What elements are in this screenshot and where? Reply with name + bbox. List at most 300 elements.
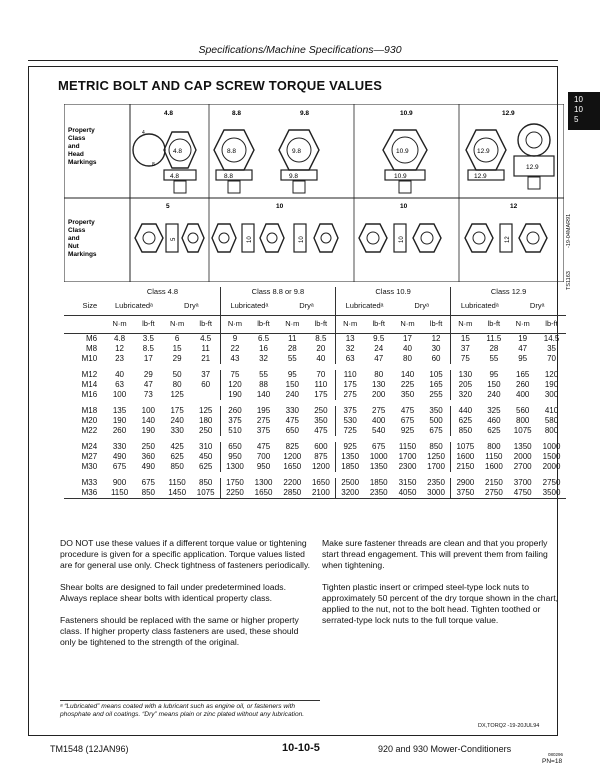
torque-value: 47 bbox=[143, 379, 153, 389]
condition-header: Lubricatedᵃ bbox=[220, 297, 278, 315]
size-cell: M33 bbox=[81, 477, 98, 487]
torque-value: 450 bbox=[192, 452, 221, 462]
size-cell: M14 bbox=[81, 379, 98, 389]
torque-value: 47 bbox=[374, 353, 384, 363]
torque-value: 250 bbox=[307, 406, 336, 416]
torque-value: 375 bbox=[228, 415, 242, 425]
nut-class-5-icon bbox=[135, 203, 204, 252]
torque-value: 300 bbox=[544, 389, 559, 399]
unit-header: N·m bbox=[336, 315, 365, 333]
torque-value: 225 bbox=[400, 379, 415, 389]
torque-value: 625 bbox=[487, 425, 501, 435]
svg-text:and: and bbox=[68, 143, 80, 150]
torque-value: 8.5 bbox=[142, 343, 154, 353]
unit-header-row bbox=[64, 315, 566, 333]
torque-value: 950 bbox=[228, 451, 242, 461]
torque-value: 175 bbox=[307, 390, 336, 400]
torque-value: 330 bbox=[170, 425, 184, 435]
notes-right bbox=[322, 538, 558, 637]
condition-header: Lubricatedᵃ bbox=[336, 297, 394, 315]
torque-value: 95 bbox=[518, 353, 528, 363]
torque-value: 4.8 bbox=[113, 333, 126, 343]
unit-header: lb-ft bbox=[364, 315, 393, 333]
torque-value: 2500 bbox=[341, 477, 360, 487]
unit-header: N·m bbox=[105, 315, 134, 333]
torque-value: 400 bbox=[372, 415, 386, 425]
condition-header: Dryᵃ bbox=[278, 297, 336, 315]
torque-value: 490 bbox=[112, 451, 127, 461]
torque-value: 6 bbox=[174, 333, 180, 343]
torque-value: 425 bbox=[170, 441, 184, 451]
torque-value: 120 bbox=[544, 369, 559, 379]
torque-value: 55 bbox=[287, 353, 297, 363]
bolt-class-4-8-icon bbox=[133, 110, 196, 193]
torque-value: 190 bbox=[112, 415, 127, 425]
header-rule bbox=[28, 60, 558, 61]
table-row bbox=[64, 370, 566, 380]
unit-header: lb-ft bbox=[192, 315, 221, 333]
torque-value: 190 bbox=[544, 379, 559, 389]
torque-value: 73 bbox=[143, 389, 153, 399]
torque-value: 20 bbox=[307, 344, 336, 354]
torque-value: 11 bbox=[192, 344, 221, 354]
svg-text:8: 8 bbox=[152, 162, 155, 168]
svg-text:4: 4 bbox=[142, 130, 145, 136]
nut-class-12-icon bbox=[465, 203, 547, 252]
torque-value: 375 bbox=[256, 425, 271, 435]
unit-header: lb-ft bbox=[480, 315, 509, 333]
torque-value: 110 bbox=[343, 369, 357, 379]
svg-text:Class: Class bbox=[68, 135, 86, 142]
table-row bbox=[64, 406, 566, 416]
torque-value: 180 bbox=[192, 416, 221, 426]
bolt-row-label bbox=[68, 127, 97, 166]
table-row bbox=[64, 333, 566, 344]
svg-text:10: 10 bbox=[299, 236, 305, 243]
torque-value: 1075 bbox=[513, 425, 532, 435]
torque-value: 825 bbox=[285, 441, 299, 451]
figure-ts-code: TS1163 bbox=[566, 271, 572, 290]
torque-value: 850 bbox=[192, 478, 221, 488]
torque-value: 2750 bbox=[542, 477, 561, 487]
torque-value: 55 bbox=[259, 369, 268, 379]
torque-value: 80 bbox=[403, 353, 412, 363]
torque-value: 150 bbox=[285, 379, 299, 389]
table-row bbox=[64, 462, 566, 472]
section-tab: 10 10 5 bbox=[568, 92, 600, 130]
svg-text:8.8: 8.8 bbox=[232, 110, 242, 117]
torque-value: 475 bbox=[285, 415, 299, 425]
class-header: Class 12.9 bbox=[490, 287, 527, 296]
table-row bbox=[64, 390, 566, 400]
torque-value: 325 bbox=[487, 405, 501, 415]
svg-text:Class: Class bbox=[68, 227, 86, 234]
torque-value: 275 bbox=[372, 405, 386, 415]
table-row bbox=[64, 442, 566, 452]
torque-value: 2150 bbox=[456, 461, 475, 471]
torque-value: 2900 bbox=[456, 477, 475, 487]
torque-value: 1150 bbox=[168, 477, 186, 487]
size-cell: M30 bbox=[81, 461, 98, 471]
unit-header: N·m bbox=[451, 315, 480, 333]
section-title: METRIC BOLT AND CAP SCREW TORQUE VALUES bbox=[58, 78, 383, 93]
torque-value: 650 bbox=[228, 441, 242, 451]
torque-value: 55 bbox=[489, 353, 499, 363]
torque-value: 1000 bbox=[369, 451, 388, 461]
svg-text:4.8: 4.8 bbox=[173, 148, 183, 155]
torque-value: 510 bbox=[228, 425, 242, 435]
svg-text:12.9: 12.9 bbox=[474, 173, 487, 180]
notes-left bbox=[60, 538, 310, 659]
torque-value: 850 bbox=[134, 488, 163, 499]
size-cell: M6 bbox=[86, 333, 98, 343]
class-header: Class 4.8 bbox=[105, 287, 220, 297]
torque-value: 490 bbox=[141, 461, 156, 471]
torque-value: 375 bbox=[343, 405, 357, 415]
torque-value: 3500 bbox=[537, 488, 566, 499]
bolt-class-9-8-icon bbox=[279, 110, 319, 193]
svg-text:9.8: 9.8 bbox=[289, 173, 299, 180]
note-paragraph: Tighten plastic insert or crimped steel-type lock nuts to approximately 50 percent of the dry torque shown in the chart, applied to the nut, not to the bolt head. Tighten toothed or serrated-type lock nuts to the full torque value. bbox=[322, 582, 558, 625]
torque-value bbox=[192, 390, 221, 400]
torque-value: 175 bbox=[343, 379, 357, 389]
torque-value: 2150 bbox=[485, 477, 503, 487]
torque-value: 120 bbox=[228, 379, 242, 389]
torque-value: 530 bbox=[343, 415, 357, 425]
torque-value: 6.5 bbox=[257, 333, 270, 343]
torque-value: 2200 bbox=[283, 477, 302, 487]
torque-value: 165 bbox=[516, 369, 530, 379]
torque-value: 800 bbox=[487, 441, 501, 451]
torque-value: 1075 bbox=[456, 441, 475, 451]
torque-value: 32 bbox=[345, 343, 355, 353]
torque-value: 135 bbox=[112, 405, 127, 415]
torque-value: 675 bbox=[400, 415, 415, 425]
torque-value: 13 bbox=[345, 333, 355, 343]
torque-value: 250 bbox=[192, 426, 221, 436]
condition-header: Dryᵃ bbox=[508, 297, 566, 315]
torque-value: 95 bbox=[287, 369, 297, 379]
note-paragraph: Shear bolts are designed to fail under predetermined loads. Always replace shear bolts with identical property class. bbox=[60, 582, 286, 603]
torque-value: 40 bbox=[403, 343, 412, 353]
unit-header: lb-ft bbox=[134, 315, 163, 333]
torque-value: 15 bbox=[172, 343, 182, 353]
torque-value: 2000 bbox=[542, 461, 561, 471]
torque-value: 240 bbox=[487, 389, 501, 399]
torque-value: 475 bbox=[307, 426, 336, 436]
torque-value: 2850 bbox=[278, 488, 307, 499]
unit-header: lb-ft bbox=[249, 315, 278, 333]
torque-value: 40 bbox=[115, 369, 124, 379]
svg-text:8.8: 8.8 bbox=[227, 148, 237, 155]
table-row bbox=[64, 416, 566, 426]
torque-value: 320 bbox=[458, 389, 473, 399]
torque-value: 2300 bbox=[398, 461, 417, 471]
torque-value: 650 bbox=[285, 425, 299, 435]
torque-value: 195 bbox=[256, 405, 271, 415]
size-cell: M12 bbox=[81, 369, 98, 379]
torque-value: 200 bbox=[372, 389, 386, 399]
torque-value: 240 bbox=[170, 415, 184, 425]
torque-value: 350 bbox=[307, 416, 336, 426]
torque-value: 675 bbox=[112, 461, 127, 471]
torque-value: 1650 bbox=[249, 488, 278, 499]
svg-text:10: 10 bbox=[276, 203, 284, 210]
torque-value: 3150 bbox=[398, 477, 417, 487]
svg-text:and: and bbox=[68, 235, 80, 242]
torque-value: 1200 bbox=[307, 462, 336, 472]
torque-value: 475 bbox=[256, 441, 271, 451]
torque-value: 29 bbox=[172, 353, 182, 363]
torque-value: 925 bbox=[343, 441, 357, 451]
torque-value: 275 bbox=[256, 415, 271, 425]
torque-value: 1350 bbox=[369, 461, 388, 471]
torque-value: 12 bbox=[115, 343, 124, 353]
torque-value: 3.5 bbox=[142, 333, 154, 343]
torque-value: 675 bbox=[141, 477, 156, 487]
torque-value: 350 bbox=[400, 389, 415, 399]
torque-value: 28 bbox=[287, 343, 297, 353]
svg-text:Property: Property bbox=[68, 127, 95, 134]
torque-value: 70 bbox=[307, 370, 336, 380]
torque-value: 105 bbox=[422, 370, 451, 380]
torque-value: 140 bbox=[141, 415, 156, 425]
unit-header: lb-ft bbox=[307, 315, 336, 333]
table-row bbox=[64, 344, 566, 354]
condition-header: Lubricatedᵃ bbox=[105, 297, 163, 315]
torque-value: 2350 bbox=[364, 488, 393, 499]
size-cell: M20 bbox=[81, 415, 98, 425]
torque-value: 350 bbox=[422, 406, 451, 416]
figure-ref-code: -19-04MAR91 bbox=[566, 213, 572, 248]
size-cell: M24 bbox=[81, 441, 98, 451]
pn-number: PN=18 bbox=[542, 758, 563, 765]
torque-value: 675 bbox=[372, 441, 386, 451]
torque-value: 250 bbox=[141, 441, 156, 451]
torque-value: 4750 bbox=[508, 488, 537, 499]
note-paragraph: DO NOT use these values if a different torque value or tightening procedure is given for a specific application. Torque values listed are for general use only. Check tightness of fasteners periodically. bbox=[60, 538, 310, 570]
size-cell: M16 bbox=[81, 389, 98, 399]
class-header: Class 8.8 or 9.8 bbox=[220, 287, 335, 297]
torque-value: 175 bbox=[170, 405, 184, 415]
torque-value: 75 bbox=[230, 369, 240, 379]
torque-value: 2350 bbox=[422, 478, 451, 488]
torque-value: 9 bbox=[232, 333, 238, 343]
torque-value: 110 bbox=[307, 380, 336, 390]
torque-table-body bbox=[64, 333, 566, 498]
torque-value: 330 bbox=[285, 405, 299, 415]
torque-value: 125 bbox=[170, 389, 184, 399]
svg-text:10.9: 10.9 bbox=[396, 148, 409, 155]
torque-value: 125 bbox=[192, 406, 221, 416]
torque-value: 850 bbox=[458, 425, 473, 435]
torque-value: 2750 bbox=[480, 488, 509, 499]
bolt-nut-figure bbox=[64, 104, 564, 282]
torque-value: 30 bbox=[422, 344, 451, 354]
torque-value: 330 bbox=[112, 441, 127, 451]
torque-value: 4.5 bbox=[192, 333, 221, 344]
torque-value: 60 bbox=[422, 354, 451, 364]
svg-text:5: 5 bbox=[166, 203, 170, 210]
torque-value: 3000 bbox=[422, 488, 451, 499]
nut-class-10-icon bbox=[212, 203, 338, 252]
torque-value: 21 bbox=[192, 354, 221, 364]
torque-value: 440 bbox=[458, 405, 473, 415]
svg-text:9.8: 9.8 bbox=[300, 110, 310, 117]
document-code: DX,TORQ2 -19-20JUL94 bbox=[478, 723, 540, 729]
manual-number: TM1548 (12JAN96) bbox=[50, 744, 129, 754]
torque-value: 540 bbox=[372, 425, 386, 435]
torque-value: 205 bbox=[458, 379, 473, 389]
torque-value: 2250 bbox=[220, 488, 249, 499]
svg-text:12: 12 bbox=[505, 236, 511, 243]
size-header: Size bbox=[64, 297, 105, 315]
bolt-class-8-8-icon bbox=[214, 110, 254, 193]
condition-header: Dryᵃ bbox=[163, 297, 221, 315]
unit-header: N·m bbox=[220, 315, 249, 333]
table-row bbox=[64, 354, 566, 364]
torque-value: 240 bbox=[285, 389, 299, 399]
torque-value: 600 bbox=[307, 442, 336, 452]
torque-value: 410 bbox=[544, 405, 559, 415]
torque-value: 37 bbox=[460, 343, 470, 353]
svg-text:10: 10 bbox=[400, 203, 408, 210]
torque-value: 500 bbox=[422, 416, 451, 426]
torque-value: 1600 bbox=[485, 461, 503, 471]
torque-value: 70 bbox=[547, 353, 556, 363]
torque-value: 140 bbox=[400, 369, 415, 379]
torque-value: 80 bbox=[374, 369, 384, 379]
torque-value: 9.5 bbox=[373, 333, 385, 343]
torque-value: 15 bbox=[460, 333, 470, 343]
torque-value: 12 bbox=[422, 333, 451, 344]
page-number: 10-10-5 bbox=[282, 742, 320, 754]
torque-value: 1850 bbox=[369, 477, 388, 487]
torque-value: 23 bbox=[115, 353, 124, 363]
svg-text:10.9: 10.9 bbox=[400, 110, 413, 117]
condition-header: Dryᵃ bbox=[393, 297, 451, 315]
unit-header: lb-ft bbox=[537, 315, 566, 333]
torque-value: 100 bbox=[141, 405, 156, 415]
torque-value: 140 bbox=[256, 389, 271, 399]
torque-value: 360 bbox=[141, 451, 156, 461]
torque-value: 1750 bbox=[226, 477, 244, 487]
size-cell: M22 bbox=[81, 425, 98, 435]
torque-value: 460 bbox=[487, 415, 501, 425]
torque-value: 260 bbox=[228, 405, 242, 415]
svg-text:Property: Property bbox=[68, 219, 95, 226]
torque-value: 310 bbox=[192, 442, 221, 452]
table-row bbox=[64, 478, 566, 488]
torque-value: 850 bbox=[422, 442, 451, 452]
torque-value: 260 bbox=[112, 425, 127, 435]
torque-value: 14.5 bbox=[543, 333, 560, 343]
torque-value: 17 bbox=[403, 333, 412, 343]
torque-value: 275 bbox=[343, 389, 357, 399]
torque-value: 35 bbox=[547, 343, 556, 353]
torque-value: 1350 bbox=[341, 451, 360, 461]
torque-value: 22 bbox=[230, 343, 240, 353]
size-cell: M18 bbox=[81, 405, 98, 415]
torque-value: 88 bbox=[259, 379, 268, 389]
torque-value: 675 bbox=[422, 426, 451, 436]
note-paragraph: Fasteners should be replaced with the same or higher property class. If higher property class fasteners are used, these should only be tightened to the strength of the original. bbox=[60, 615, 299, 647]
torque-value: 1350 bbox=[513, 441, 532, 451]
torque-value: 100 bbox=[112, 389, 127, 399]
torque-value: 2000 bbox=[513, 451, 532, 461]
print-code: 080296 bbox=[548, 752, 564, 757]
torque-value: 1250 bbox=[422, 452, 451, 462]
svg-text:12.9: 12.9 bbox=[502, 110, 515, 117]
torque-value: 255 bbox=[422, 390, 451, 400]
size-cell: M10 bbox=[81, 353, 98, 363]
torque-value: 1150 bbox=[105, 488, 134, 499]
torque-value: 130 bbox=[458, 369, 473, 379]
torque-value: 190 bbox=[141, 425, 156, 435]
torque-value: 260 bbox=[516, 379, 530, 389]
torque-value: 1500 bbox=[542, 451, 561, 461]
size-cell: M27 bbox=[81, 451, 98, 461]
product-name: 920 and 930 Mower-Conditioners bbox=[378, 744, 512, 754]
torque-value: 1650 bbox=[307, 478, 336, 488]
bolt-class-12-9-icon bbox=[466, 110, 554, 189]
svg-text:4.8: 4.8 bbox=[164, 110, 174, 117]
svg-text:Nut: Nut bbox=[68, 243, 79, 250]
torque-value: 29 bbox=[143, 369, 153, 379]
torque-value: 32 bbox=[259, 353, 268, 363]
torque-value: 63 bbox=[345, 353, 355, 363]
torque-value: 1200 bbox=[283, 451, 302, 461]
table-row bbox=[64, 488, 566, 499]
svg-text:9.8: 9.8 bbox=[292, 148, 302, 155]
torque-value: 875 bbox=[307, 452, 336, 462]
torque-value: 19 bbox=[518, 333, 528, 343]
torque-value: 800 bbox=[544, 425, 559, 435]
torque-value: 560 bbox=[516, 405, 530, 415]
svg-text:8.8: 8.8 bbox=[224, 173, 234, 180]
svg-text:4.8: 4.8 bbox=[170, 173, 180, 180]
size-cell: M8 bbox=[86, 343, 98, 353]
torque-value: 50 bbox=[172, 369, 182, 379]
unit-header: N·m bbox=[393, 315, 422, 333]
torque-value: 4050 bbox=[393, 488, 422, 499]
torque-value: 400 bbox=[516, 389, 530, 399]
torque-value: 47 bbox=[518, 343, 528, 353]
torque-value: 850 bbox=[170, 461, 184, 471]
torque-value: 17 bbox=[143, 353, 153, 363]
torque-value: 580 bbox=[544, 415, 559, 425]
torque-value: 700 bbox=[256, 451, 271, 461]
torque-table bbox=[64, 287, 566, 499]
torque-value: 63 bbox=[115, 379, 124, 389]
unit-header: N·m bbox=[508, 315, 537, 333]
torque-value: 2700 bbox=[513, 461, 532, 471]
torque-value: 165 bbox=[422, 380, 451, 390]
torque-value: 1650 bbox=[283, 461, 302, 471]
torque-value: 900 bbox=[112, 477, 127, 487]
torque-value: 1700 bbox=[422, 462, 451, 472]
svg-text:Markings: Markings bbox=[68, 251, 97, 258]
torque-value: 950 bbox=[256, 461, 271, 471]
torque-value: 28 bbox=[489, 343, 499, 353]
torque-value: 800 bbox=[516, 415, 530, 425]
torque-value: 60 bbox=[192, 380, 221, 390]
torque-value: 11.5 bbox=[486, 333, 502, 343]
torque-value: 130 bbox=[372, 379, 386, 389]
table-row bbox=[64, 380, 566, 390]
svg-text:5: 5 bbox=[171, 237, 177, 241]
torque-value: 475 bbox=[400, 405, 415, 415]
